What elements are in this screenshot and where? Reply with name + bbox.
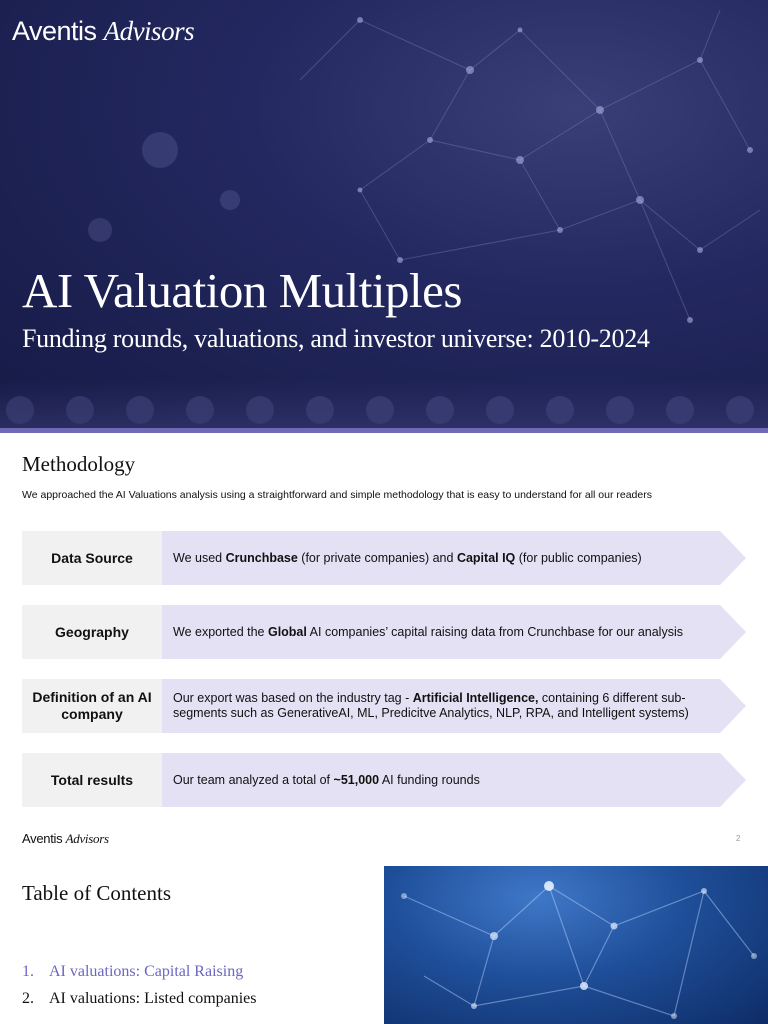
row-description: We exported the Global AI companies’ capital raising data from Crunchbase for our analysis: [173, 624, 683, 639]
bokeh-strip: [0, 380, 768, 430]
row-label: Data Source: [22, 531, 162, 585]
row-description: Our export was based on the industry tag - Artificial Intelligence, containing 6 different sub-segments such as GenerativeAI, ML, Predicitve Analytics, NLP, RPA, and Intelligent systems): [173, 691, 689, 720]
brand-logo: [12, 16, 194, 47]
toc-network-image: [384, 866, 768, 1024]
brand-logo-italic: Advisors: [103, 16, 195, 46]
row-label: Definition of an AI company: [22, 679, 162, 733]
row-label: Total results: [22, 753, 162, 807]
row-description: Our team analyzed a total of ~51,000 AI funding rounds: [173, 772, 480, 787]
toc-item-number: 1.: [22, 963, 34, 980]
toc-network-graphic: [384, 866, 768, 1024]
page-number: 2: [736, 834, 741, 843]
toc-title: Table of Contents: [22, 881, 171, 905]
methodology-title: Methodology: [22, 452, 136, 476]
methodology-intro: We approached the AI Valuations analysis using a straightforward and simple methodology that is easy to understand for all our readers: [22, 489, 652, 501]
methodology-row: [22, 605, 746, 659]
methodology-row: [22, 753, 746, 807]
cover-section: [0, 0, 768, 430]
network-background-graphic: [0, 0, 768, 430]
methodology-row: [22, 679, 746, 733]
toc-item-label: AI valuations: Listed companies: [49, 990, 257, 1007]
row-description: We used Crunchbase (for private companies) and Capital IQ (for public companies): [173, 550, 642, 565]
toc-item-number: 2.: [22, 990, 34, 1007]
cover-divider: [0, 428, 768, 433]
toc-item-label: AI valuations: Capital Raising: [49, 963, 244, 980]
toc-item-listed-companies[interactable]: [22, 990, 257, 1008]
cover-title: AI Valuation Multiples: [22, 263, 462, 318]
methodology-row: [22, 531, 746, 585]
toc-item-capital-raising[interactable]: [22, 963, 243, 981]
brand-logo-main: Aventis: [12, 16, 97, 46]
footer-brand-main: Aventis: [22, 831, 63, 846]
footer-brand-logo: [22, 831, 109, 847]
footer-brand-italic: Advisors: [65, 831, 109, 846]
cover-subtitle: Funding rounds, valuations, and investor universe: 2010-2024: [22, 324, 650, 353]
row-label: Geography: [22, 605, 162, 659]
